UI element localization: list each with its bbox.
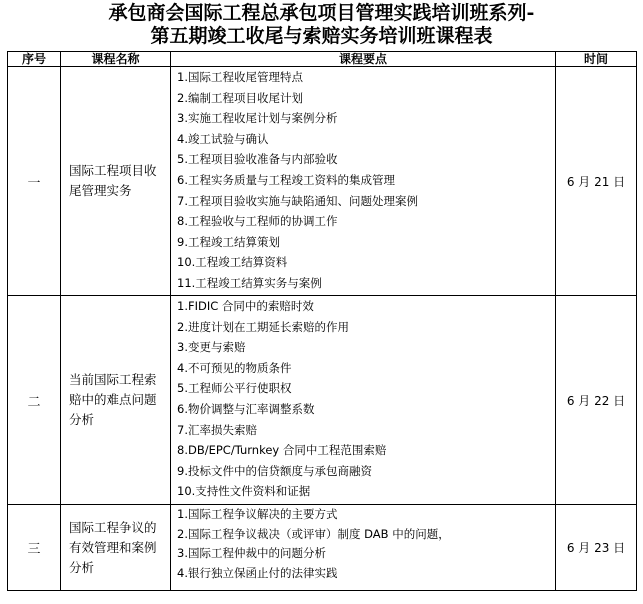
point-item: 4.不可预见的物质条件 [177, 360, 292, 375]
course-points [171, 67, 556, 296]
course-name: 国际工程争议的有效管理和案例分析 [61, 505, 171, 591]
table-header-row [8, 52, 637, 67]
course-name: 当前国际工程索赔中的难点问题分析 [61, 296, 171, 505]
point-item: 6.物价调整与汇率调整系数 [177, 401, 315, 416]
header-course-name: 课程名称 [61, 52, 171, 67]
point-item: 2.国际工程争议裁决（或评审）制度 DAB 中的问题， [177, 526, 450, 541]
point-item: 8.工程验收与工程师的协调工作 [177, 214, 338, 229]
table-row [8, 296, 637, 505]
point-item: 5.工程项目验收准备与内部验收 [177, 152, 338, 167]
point-item: 5.工程师公平行使职权 [177, 381, 292, 396]
row-index: 二 [8, 296, 61, 505]
point-item: 4.银行独立保函止付的法律实践 [177, 565, 338, 580]
title-line-2: 第五期竣工收尾与索赔实务培训班课程表 [150, 25, 493, 47]
point-item: 1.FIDIC 合同中的索赔时效 [177, 299, 314, 313]
point-item: 10.工程竣工结算资料 [177, 255, 288, 270]
course-time: 6 月 22 日 [556, 296, 637, 505]
course-points [171, 296, 556, 505]
point-item: 3.变更与索赔 [177, 340, 246, 355]
point-item: 4.竣工试验与确认 [177, 131, 269, 146]
row-index: 三 [8, 505, 61, 591]
course-time: 6 月 21 日 [556, 67, 637, 296]
table-row [8, 67, 637, 296]
table-row [8, 505, 637, 591]
header-time: 时间 [556, 52, 637, 67]
point-item: 6.工程实务质量与工程竣工资料的集成管理 [177, 172, 395, 187]
header-course-points: 课程要点 [171, 52, 556, 67]
point-item: 3.实施工程收尾计划与案例分析 [177, 111, 338, 126]
row-index: 一 [8, 67, 61, 296]
document-title [0, 2, 643, 48]
point-item: 2.编制工程项目收尾计划 [177, 90, 303, 105]
title-line-1: 承包商会国际工程总承包项目管理实践培训班系列- [108, 2, 535, 24]
course-points [171, 505, 556, 591]
header-index: 序号 [8, 52, 61, 67]
point-item: 8.DB/EPC/Turnkey 合同中工程范围索赔 [177, 443, 387, 458]
point-item: 1.国际工程收尾管理特点 [177, 70, 303, 84]
course-schedule-table [7, 51, 637, 591]
course-time: 6 月 23 日 [556, 505, 637, 591]
point-item: 7.工程项目验收实施与缺陷通知、问题处理案例 [177, 193, 418, 208]
point-item: 1.国际工程争议解决的主要方式 [177, 507, 338, 521]
point-item: 10.支持性文件资料和证据 [177, 484, 311, 499]
point-item: 9.投标文件中的信贷额度与承包商融资 [177, 463, 372, 478]
point-item: 11.工程竣工结算实务与案例 [177, 275, 322, 290]
point-item: 9.工程竣工结算策划 [177, 234, 280, 249]
point-item: 3.国际工程仲裁中的问题分析 [177, 546, 326, 560]
course-name: 国际工程项目收尾管理实务 [61, 67, 171, 296]
point-item: 7.汇率损失索赔 [177, 422, 257, 437]
point-item: 2.进度计划在工期延长索赔的作用 [177, 319, 349, 334]
